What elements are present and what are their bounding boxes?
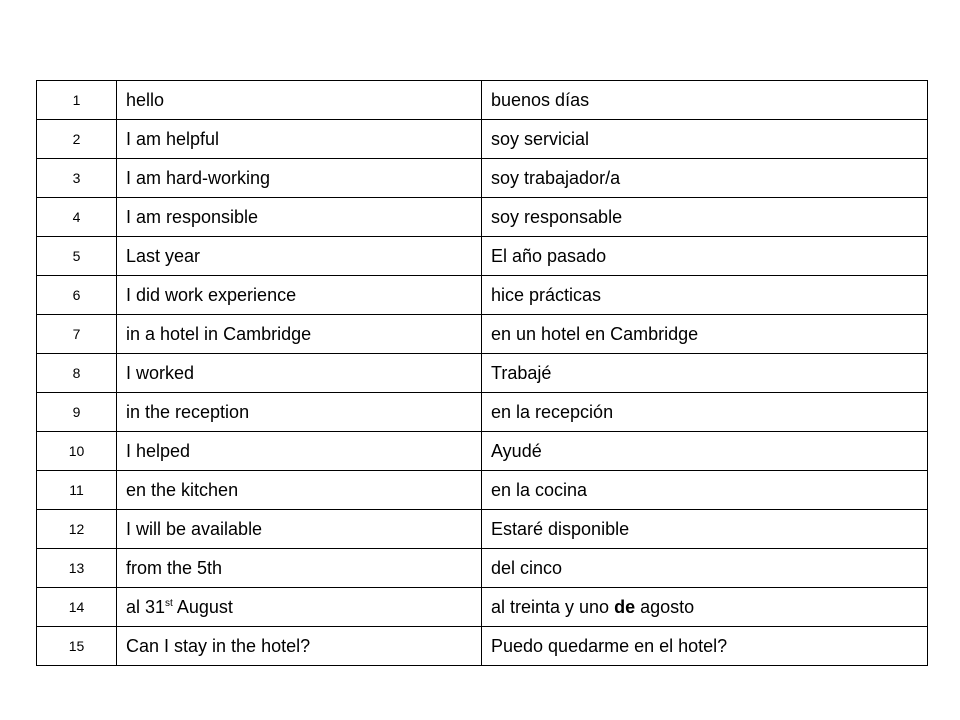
english-phrase: in a hotel in Cambridge — [117, 315, 482, 354]
table-row — [37, 432, 928, 471]
spanish-phrase: soy responsable — [482, 198, 928, 237]
english-phrase: from the 5th — [117, 549, 482, 588]
row-number: 6 — [37, 276, 117, 315]
table-row — [37, 510, 928, 549]
table-row — [37, 471, 928, 510]
row-number: 7 — [37, 315, 117, 354]
english-phrase — [117, 588, 482, 627]
row-number: 2 — [37, 120, 117, 159]
spanish-phrase: soy servicial — [482, 120, 928, 159]
english-phrase-prefix: al 31 — [126, 596, 166, 617]
row-number: 4 — [37, 198, 117, 237]
english-phrase: I am hard-working — [117, 159, 482, 198]
table-row — [37, 120, 928, 159]
english-phrase: I worked — [117, 354, 482, 393]
english-phrase-suffix: August — [172, 596, 233, 617]
spanish-phrase: El año pasado — [482, 237, 928, 276]
row-number: 15 — [37, 627, 117, 666]
spanish-phrase-bold: de — [614, 596, 636, 617]
table-row — [37, 315, 928, 354]
table-row — [37, 81, 928, 120]
row-number: 3 — [37, 159, 117, 198]
row-number: 12 — [37, 510, 117, 549]
row-number: 5 — [37, 237, 117, 276]
english-phrase: I helped — [117, 432, 482, 471]
spanish-phrase-prefix: al treinta y uno — [491, 596, 615, 617]
spanish-phrase: hice prácticas — [482, 276, 928, 315]
spanish-phrase: en un hotel en Cambridge — [482, 315, 928, 354]
row-number: 13 — [37, 549, 117, 588]
ordinal-suffix: st — [165, 597, 173, 609]
table-row — [37, 588, 928, 627]
row-number: 1 — [37, 81, 117, 120]
table-row — [37, 276, 928, 315]
english-phrase: en the kitchen — [117, 471, 482, 510]
row-number: 8 — [37, 354, 117, 393]
spanish-phrase: soy trabajador/a — [482, 159, 928, 198]
english-phrase: I will be available — [117, 510, 482, 549]
row-number: 14 — [37, 588, 117, 627]
table-row — [37, 159, 928, 198]
english-phrase: in the reception — [117, 393, 482, 432]
table-row — [37, 627, 928, 666]
table-row — [37, 237, 928, 276]
english-phrase: I did work experience — [117, 276, 482, 315]
english-phrase: I am helpful — [117, 120, 482, 159]
english-phrase: hello — [117, 81, 482, 120]
spanish-phrase: del cinco — [482, 549, 928, 588]
row-number: 11 — [37, 471, 117, 510]
table-row — [37, 393, 928, 432]
spanish-phrase: Trabajé — [482, 354, 928, 393]
spanish-phrase: en la cocina — [482, 471, 928, 510]
spanish-phrase: Ayudé — [482, 432, 928, 471]
english-phrase: I am responsible — [117, 198, 482, 237]
spanish-phrase-suffix: agosto — [635, 596, 695, 617]
spanish-phrase: Puedo quedarme en el hotel? — [482, 627, 928, 666]
table-row — [37, 354, 928, 393]
english-phrase: Last year — [117, 237, 482, 276]
english-phrase: Can I stay in the hotel? — [117, 627, 482, 666]
spanish-phrase — [482, 588, 928, 627]
table-row — [37, 198, 928, 237]
spanish-phrase: buenos días — [482, 81, 928, 120]
vocabulary-table — [36, 80, 928, 666]
spanish-phrase: en la recepción — [482, 393, 928, 432]
row-number: 10 — [37, 432, 117, 471]
spanish-phrase: Estaré disponible — [482, 510, 928, 549]
table-row — [37, 549, 928, 588]
row-number: 9 — [37, 393, 117, 432]
